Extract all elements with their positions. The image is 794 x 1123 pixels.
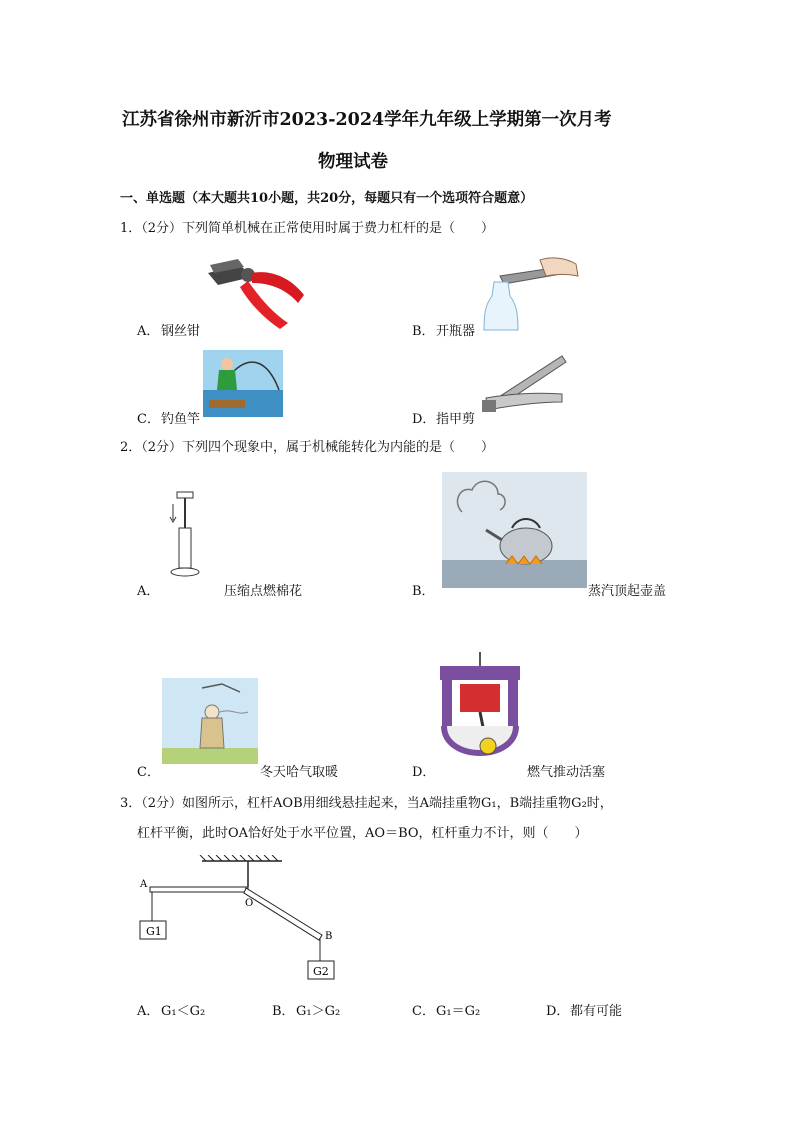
label-o: O (245, 898, 254, 909)
lever-diagram (136, 855, 356, 985)
exam-title-line2: 物理试卷 (318, 152, 388, 172)
q3-option-c-letter[interactable]: C． (412, 1004, 435, 1019)
q1-option-d-letter[interactable]: D． (412, 412, 436, 427)
label-b: B (325, 931, 333, 942)
q3-option-b-letter[interactable]: B． (272, 1004, 295, 1019)
q2-option-b-label: 蒸汽顶起壶盖 (588, 584, 667, 599)
question-3-stem-line1: 3．（2分）如图所示，杠杆AOB用细线悬挂起来，当A端挂重物G₁，B端挂重物G₂时， (120, 796, 613, 811)
q2-option-c-letter[interactable]: C． (137, 765, 160, 780)
label-g2: G2 (313, 965, 329, 978)
question-1-stem: 1．（2分）下列简单机械在正常使用时属于费力杠杆的是（ ） (120, 221, 495, 236)
kettle-image (442, 472, 587, 588)
question-3-stem-line2: 杠杆平衡，此时OA恰好处于水平位置，AO＝BO，杠杆重力不计，则（ ） (137, 826, 588, 841)
compression-tube-image (165, 490, 205, 580)
q1-option-a-letter[interactable]: A． (137, 324, 160, 339)
q1-option-c-label: 钓鱼竿 (161, 412, 201, 427)
q1-option-c-letter[interactable]: C． (137, 412, 160, 427)
q1-option-d-label: 指甲剪 (436, 412, 476, 427)
q2-option-a-label: 压缩点燃棉花 (224, 584, 303, 599)
winter-breath-image (162, 678, 258, 764)
bottle-opener-image (480, 250, 590, 332)
q2-option-d-label: 燃气推动活塞 (527, 765, 606, 780)
label-g1: G1 (146, 925, 162, 938)
question-2-stem: 2．（2分）下列四个现象中，属于机械能转化为内能的是（ ） (120, 440, 495, 455)
nail-clipper-image (478, 352, 568, 417)
fishing-rod-image (203, 350, 283, 417)
section-heading: 一、单选题（本大题共10小题，共20分，每题只有一个选项符合题意） (120, 191, 534, 206)
exam-title-line1: 江苏省徐州市新沂市2023-2024学年九年级上学期第一次月考 (122, 110, 612, 130)
q2-option-c-label: 冬天哈气取暖 (260, 765, 339, 780)
q2-option-b-letter[interactable]: B． (412, 584, 435, 599)
q1-option-b-letter[interactable]: B． (412, 324, 435, 339)
q3-option-a-label: G₁＜G₂ (161, 1004, 206, 1019)
q3-option-d-label: 都有可能 (570, 1004, 623, 1019)
q1-option-b-label: 开瓶器 (436, 324, 476, 339)
q2-option-a-letter[interactable]: A． (137, 584, 160, 599)
engine-piston-image (434, 650, 524, 770)
q1-option-a-label: 钢丝钳 (161, 324, 201, 339)
pliers-image (200, 255, 310, 330)
q3-option-c-label: G₁＝G₂ (436, 1004, 481, 1019)
label-a: A (140, 879, 148, 890)
q3-option-d-letter[interactable]: D． (546, 1004, 570, 1019)
q3-option-b-label: G₁＞G₂ (296, 1004, 341, 1019)
q3-option-a-letter[interactable]: A． (137, 1004, 160, 1019)
q2-option-d-letter[interactable]: D． (412, 765, 436, 780)
